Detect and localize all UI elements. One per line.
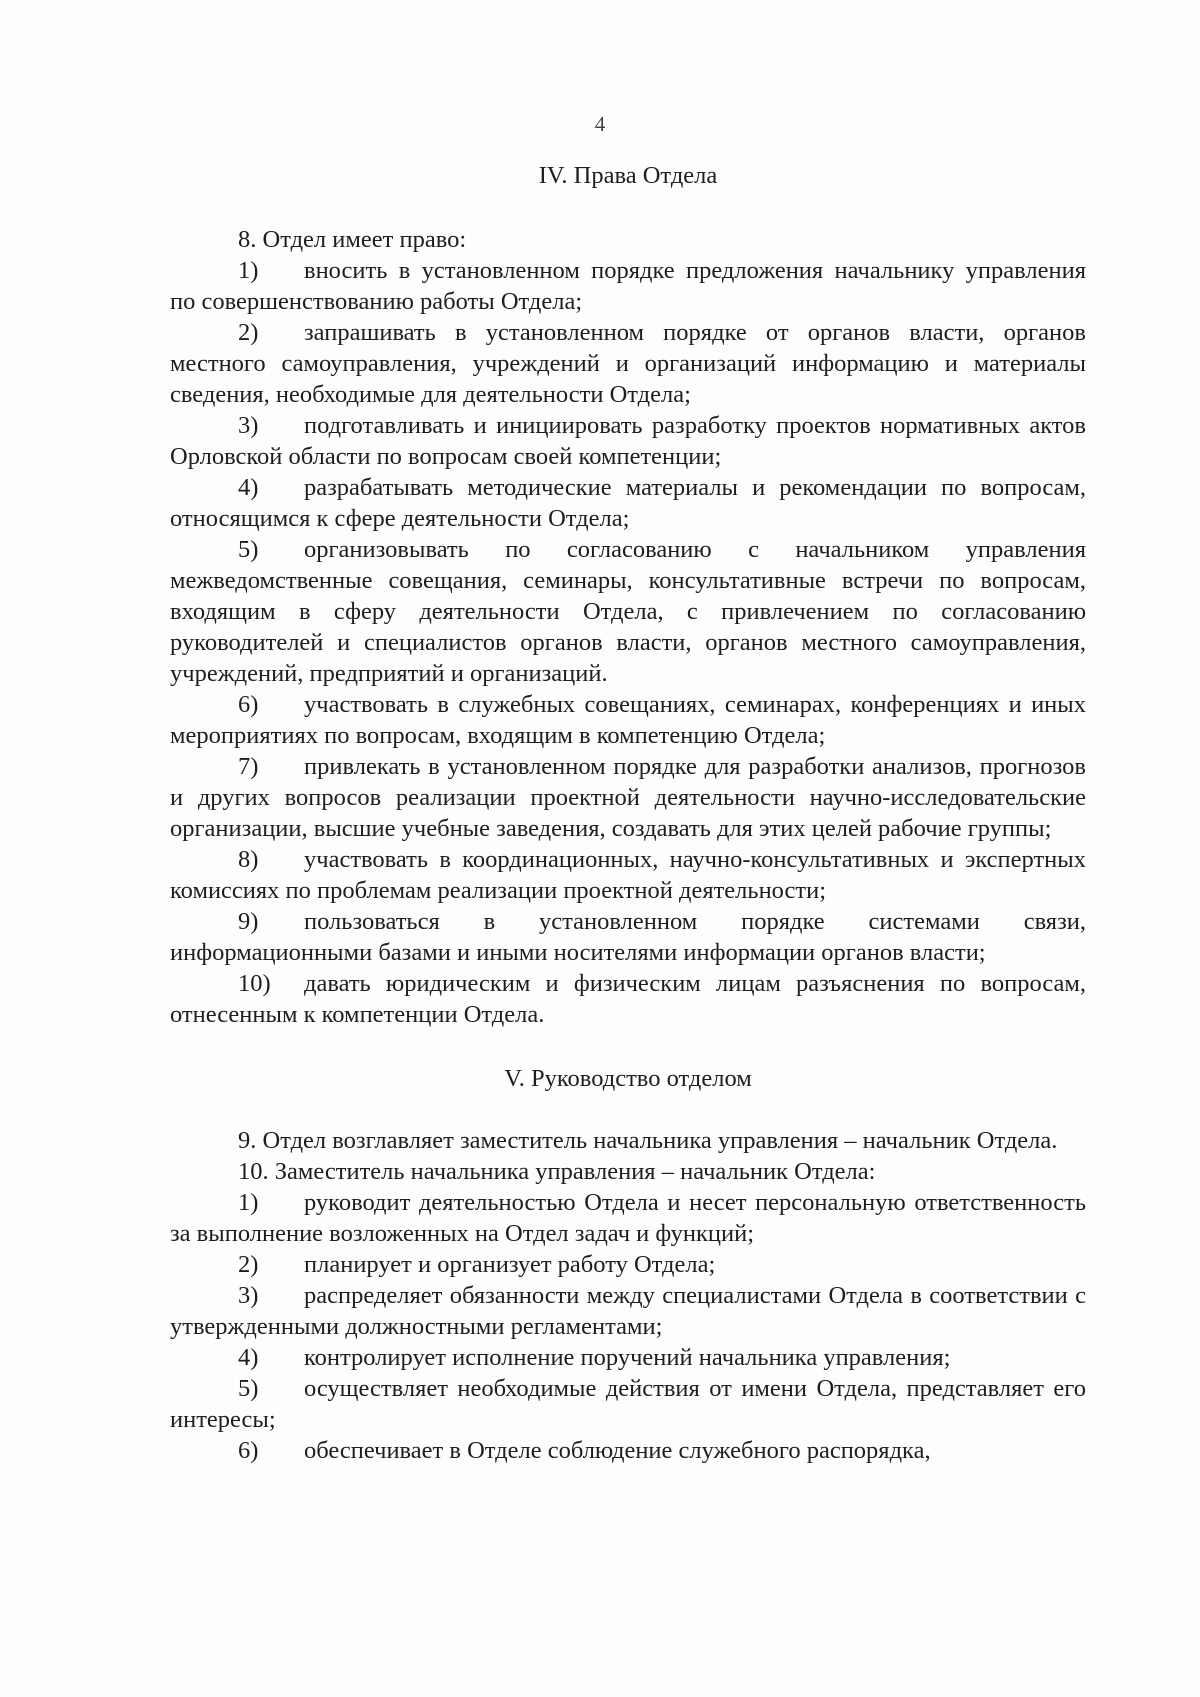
list-item (170, 534, 1086, 689)
item-number: 8) (238, 846, 259, 873)
list-item (170, 844, 1086, 906)
item-text: участвовать в координационных, научно-консультативных и экспертных комиссиях по проблемам реализации проектной деятельности; (170, 846, 1086, 904)
item-text: вносить в установленном порядке предложения начальнику управления по совершенствованию работы Отдела; (170, 257, 1086, 315)
item-number: 6) (238, 691, 259, 718)
item-number: 10) (238, 970, 271, 997)
list-item (170, 1373, 1086, 1435)
list-item (170, 1435, 1086, 1466)
list-item (170, 1280, 1086, 1342)
paragraph: 10. Заместитель начальника управления – начальник Отдела: (238, 1158, 876, 1185)
document-body (170, 160, 1086, 1466)
duties-list (170, 1187, 1086, 1466)
list-item (170, 255, 1086, 317)
list-item (170, 689, 1086, 751)
list-item (170, 1249, 1086, 1280)
item-text: планирует и организует работу Отдела; (304, 1251, 716, 1278)
item-text: давать юридическим и физическим лицам разъяснения по вопросам, отнесенным к компетенции Отдела. (170, 970, 1086, 1028)
list-item (170, 906, 1086, 968)
item-number: 4) (238, 1344, 259, 1371)
item-number: 4) (238, 474, 259, 501)
list-item (170, 1342, 1086, 1373)
item-number: 5) (238, 1375, 259, 1402)
item-text: контролирует исполнение поручений начальника управления; (304, 1344, 951, 1371)
item-number: 9) (238, 908, 259, 935)
item-text: участвовать в служебных совещаниях, семинарах, конференциях и иных мероприятиях по вопросам, входящим в компетенцию Отдела; (170, 691, 1086, 749)
item-number: 3) (238, 412, 259, 439)
section-title: IV. Права Отдела (538, 162, 718, 189)
item-text: привлекать в установленном порядке для разработки анализов, прогнозов и других вопросов реализации проектной деятельности научно-исследовательские организации, высшие учебные заведения, создавать для этих целей рабочие группы; (170, 753, 1086, 842)
item-number: 2) (238, 319, 259, 346)
item-text: запрашивать в установленном порядке от органов власти, органов местного самоуправления, учреждений и организаций информацию и материалы сведения, необходимые для деятельности Отдела; (170, 319, 1086, 408)
item-number: 1) (238, 1189, 259, 1216)
item-number: 1) (238, 257, 259, 284)
list-item (170, 1187, 1086, 1249)
item-text: разрабатывать методические материалы и рекомендации по вопросам, относящимся к сфере деятельности Отдела; (170, 474, 1086, 532)
item-number: 6) (238, 1437, 259, 1464)
item-text: пользоваться в установленном порядке системами связи, информационными базами и иными носителями информации органов власти; (170, 908, 1086, 966)
item-number: 7) (238, 753, 259, 780)
list-item (170, 410, 1086, 472)
list-item (170, 751, 1086, 844)
list-item (170, 968, 1086, 1030)
item-text: обеспечивает в Отделе соблюдение служебного распорядка, (304, 1437, 931, 1464)
paragraph: 9. Отдел возглавляет заместитель начальника управления – начальник Отдела. (238, 1127, 1058, 1154)
paragraph: 8. Отдел имеет право: (238, 226, 467, 253)
list-item (170, 317, 1086, 410)
item-number: 3) (238, 1282, 259, 1309)
item-number: 2) (238, 1251, 259, 1278)
item-text: осуществляет необходимые действия от имени Отдела, представляет его интересы; (170, 1375, 1086, 1433)
rights-list (170, 255, 1086, 1030)
page-number: 4 (594, 112, 606, 136)
section-title: V. Руководство отделом (504, 1065, 752, 1092)
item-text: распределяет обязанности между специалистами Отдела в соответствии с утвержденными должностными регламентами; (170, 1282, 1086, 1340)
item-text: руководит деятельностью Отдела и несет персональную ответственность за выполнение возложенных на Отдел задач и функций; (170, 1189, 1086, 1247)
item-text: организовывать по согласованию с начальником управления межведомственные совещания, семинары, консультативные встречи по вопросам, входящим в сферу деятельности Отдела, с привлечением по согласованию руководителей и специалистов органов власти, органов местного самоуправления, учреждений, предприятий и организаций. (170, 536, 1086, 687)
item-text: подготавливать и инициировать разработку проектов нормативных актов Орловской области по вопросам своей компетенции; (170, 412, 1086, 470)
item-number: 5) (238, 536, 259, 563)
list-item (170, 472, 1086, 534)
